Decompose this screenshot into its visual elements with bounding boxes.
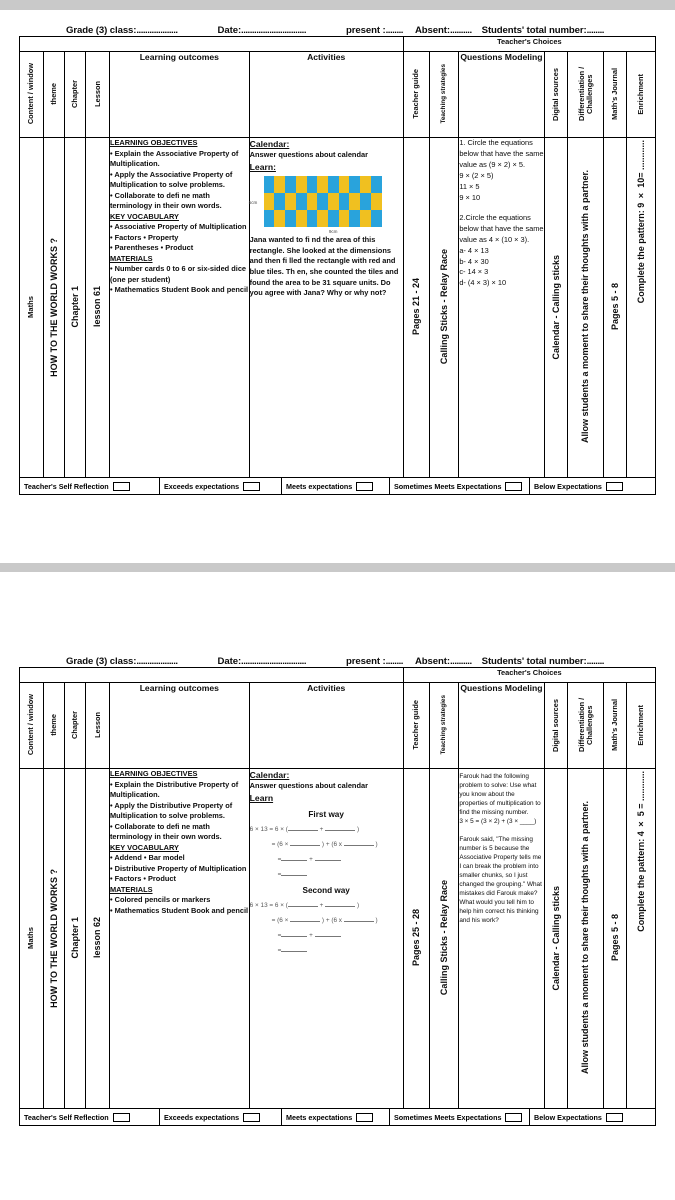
header-lesson: Lesson	[86, 52, 110, 138]
tile-grid	[264, 176, 382, 227]
reflection-title-cell	[20, 1109, 160, 1125]
reflection-checkbox[interactable]	[356, 1113, 373, 1122]
objective-item: • Explain the Distributive Property of Multiplication.	[109, 779, 239, 800]
header-questions-modeling: Questions Modeling	[459, 52, 544, 138]
cell-questions-modeling	[459, 138, 544, 478]
tile	[349, 193, 360, 210]
calendar-text: Answer questions about calendar	[249, 781, 368, 791]
tile	[285, 193, 296, 210]
cell-questions-modeling	[459, 769, 544, 1109]
tile	[296, 210, 307, 227]
header-enrichment: Enrichment	[627, 52, 656, 138]
cell-enrichment: Complete the pattern: 9 × 10= ............	[627, 138, 656, 478]
reflection-checkbox[interactable]	[505, 1113, 522, 1122]
reflection-title: Teacher's Self Reflection	[24, 481, 109, 491]
materials-item: • Mathematics Student Book and pencil	[109, 905, 249, 915]
reflection-option-cell[interactable]	[530, 1109, 655, 1125]
present-label: present :	[346, 25, 386, 36]
header-activities: Activities	[249, 52, 403, 138]
tile	[339, 193, 350, 210]
tile	[371, 193, 382, 210]
cell-lesson: lesson 61	[86, 138, 110, 478]
objective-item: • Apply the Associative Property of Multiplication to solve problems.	[109, 169, 233, 190]
header-differentiation: Differentiation / Challenges	[568, 683, 604, 769]
header-theme: theme	[43, 52, 64, 138]
grade-dots[interactable]: ...................	[136, 25, 178, 36]
tile	[339, 210, 350, 227]
question-followup: Farouk said, "The missing number is 5 because the Associative Property tells me I can break the problem into smaller chunks, so I just changed the grouping." What mistakes did Farouk make? What would you tell him to help him correct his thinking and his work?	[459, 835, 542, 924]
header-teaching-strategies: Teaching strategies	[429, 52, 459, 138]
total-students-label: Students' total number:	[481, 25, 587, 36]
objective-item: • Apply the Distributive Property of Multiplication to solve problems.	[109, 800, 233, 821]
question-intro: Farouk had the following problem to solve: Use what you know about the properties of multiplication to find the missing number.	[459, 773, 541, 816]
materials-title: MATERIALS	[109, 884, 153, 894]
question-2-option: b- 4 × 30	[459, 256, 489, 266]
tile	[264, 193, 275, 210]
header-teaching-strategies: Teaching strategies	[429, 683, 459, 769]
header-spacer	[20, 37, 404, 52]
learn-title: Learn:	[249, 161, 276, 172]
reflection-option-cell[interactable]	[390, 1109, 530, 1125]
first-way-title: First way	[308, 809, 344, 819]
tile	[328, 210, 339, 227]
equation-line: = (6 × ) + (6 x )	[271, 916, 378, 924]
page-band-middle	[0, 563, 675, 572]
figure-bottom-dimension: 9cm	[328, 228, 338, 234]
cell-chapter: Chapter 1	[64, 769, 85, 1109]
question-2-option: a- 4 × 13	[459, 245, 489, 255]
header-maths-journal: Math's Journal	[603, 683, 627, 769]
question-1-option: 11 × 5	[459, 181, 480, 191]
absent-label: Absent:	[414, 25, 450, 36]
vocabulary-item: • Associative Property of Multiplication	[109, 222, 247, 232]
vocabulary-item: • Factors • Property	[109, 232, 179, 242]
grade-label: Grade (3) class:	[66, 25, 137, 36]
reflection-option-cell[interactable]	[530, 478, 655, 494]
cell-enrichment: Complete the pattern: 4 × 5 = ............	[627, 769, 656, 1109]
reflection-checkbox[interactable]	[505, 482, 522, 491]
reflection-title-cell	[20, 478, 160, 494]
present-dots[interactable]: ........	[385, 25, 403, 36]
cell-differentiation: Allow students a moment to share their thoughts with a partner.	[568, 138, 604, 478]
tile	[349, 176, 360, 193]
reflection-option-cell[interactable]	[160, 478, 282, 494]
header-digital-sources: Digital sources	[544, 683, 568, 769]
date-dots[interactable]: ..............................	[241, 656, 307, 667]
table-header-group-row	[20, 37, 656, 52]
activity-problem-text: Jana wanted to fi nd the area of this rectangle. She looked at the dimensions and then fi lled the rectangle with red and blue tiles. Th en, she counted the tiles and found the area to be 31 square units. Do you agree with Jana? Why or why not?	[249, 235, 399, 298]
figure-left-dimension: 5cm	[248, 199, 258, 205]
present-label: present :	[346, 656, 386, 667]
cell-content-window: Maths	[20, 138, 44, 478]
header-spacer	[20, 668, 404, 683]
objective-item: • Collaborate to defi ne math terminology in their own words.	[109, 190, 222, 211]
cell-teacher-guide: Pages 25 - 28	[403, 769, 429, 1109]
equation-line: = (6 × ) + (6 x )	[271, 840, 378, 848]
vocabulary-title: KEY VOCABULARY	[109, 211, 179, 221]
table-row	[20, 769, 656, 1109]
header-chapter: Chapter	[64, 52, 85, 138]
table-header-row	[20, 683, 656, 769]
total-students-dots[interactable]: ........	[586, 656, 604, 667]
reflection-option-cell[interactable]	[390, 478, 530, 494]
reflection-checkbox[interactable]	[113, 482, 130, 491]
self-reflection-row-1	[19, 478, 656, 495]
vocabulary-item: • Parentheses • Product	[109, 243, 194, 253]
tile	[285, 176, 296, 193]
header-teacher-guide: Teacher guide	[403, 683, 429, 769]
tile	[328, 193, 339, 210]
tile	[317, 210, 328, 227]
present-dots[interactable]: ........	[385, 656, 403, 667]
tile	[264, 210, 275, 227]
vocabulary-item: • Addend • Bar model	[109, 853, 185, 863]
lesson-plan-sheet-1	[0, 14, 675, 495]
info-line-2	[0, 645, 675, 667]
tile	[307, 210, 318, 227]
reflection-option-label: Meets expectations	[286, 1112, 353, 1122]
reflection-title: Teacher's Self Reflection	[24, 1112, 109, 1122]
equation-line: =	[250, 946, 403, 955]
equation-line: =	[250, 870, 403, 879]
cell-maths-journal: Pages 5 - 8	[603, 769, 627, 1109]
lesson-plan-table-2	[19, 667, 656, 1109]
absent-dots[interactable]: ..........	[449, 656, 472, 667]
first-way-equations	[250, 825, 403, 879]
reflection-checkbox[interactable]	[243, 482, 260, 491]
materials-title: MATERIALS	[109, 253, 153, 263]
reflection-checkbox[interactable]	[356, 482, 373, 491]
tile	[274, 176, 285, 193]
lesson-plan-table-1	[19, 36, 656, 478]
header-learning-outcomes: Learning outcomes	[109, 683, 249, 769]
header-chapter: Chapter	[64, 683, 85, 769]
teachers-choices-header: Teacher's Choices	[403, 668, 655, 683]
tile-rectangle-figure	[250, 176, 403, 227]
second-way-equations	[250, 901, 403, 955]
cell-teaching-strategies: Calling Sticks - Relay Race	[429, 769, 459, 1109]
cell-activities	[249, 138, 403, 478]
reflection-option-label: Sometimes Meets Expectations	[394, 1112, 502, 1122]
question-1-text: 1. Circle the equations below that have the same value as (9 × 2) × 5.	[459, 138, 544, 169]
equation-line: = +	[250, 855, 403, 864]
calendar-title: Calendar:	[249, 770, 290, 780]
materials-item: • Number cards 0 to 6 or six-sided dice (one per student)	[109, 264, 247, 284]
header-content-window: Content / window	[20, 683, 44, 769]
cell-digital-sources: Calendar - Calling sticks	[544, 769, 568, 1109]
tile	[285, 210, 296, 227]
tile	[371, 210, 382, 227]
page-band-top	[0, 0, 675, 10]
date-label: Date:	[217, 656, 242, 667]
table-header-row	[20, 52, 656, 138]
second-way-title: Second way	[302, 885, 350, 895]
reflection-checkbox[interactable]	[113, 1113, 130, 1122]
grade-dots[interactable]: ...................	[136, 656, 178, 667]
tile	[339, 176, 350, 193]
date-label: Date:	[217, 25, 242, 36]
tile	[317, 193, 328, 210]
header-learning-outcomes: Learning outcomes	[109, 52, 249, 138]
question-1-option: 9 × (2 × 5)	[459, 170, 494, 180]
reflection-option-label: Exceeds expectations	[164, 1112, 240, 1122]
cell-theme: HOW TO THE WORLD WORKS ?	[43, 138, 64, 478]
tile	[307, 176, 318, 193]
table-row	[20, 138, 656, 478]
tile	[307, 193, 318, 210]
calendar-title: Calendar:	[249, 139, 290, 149]
calendar-text: Answer questions about calendar	[249, 150, 368, 160]
cell-chapter: Chapter 1	[64, 138, 85, 478]
question-1-option: 9 × 10	[459, 192, 481, 202]
cell-theme: HOW TO THE WORLD WORKS ?	[43, 769, 64, 1109]
objectives-title: LEARNING OBJECTIVES	[109, 769, 198, 778]
tile	[328, 176, 339, 193]
grade-label: Grade (3) class:	[66, 656, 137, 667]
cell-teacher-guide: Pages 21 - 24	[403, 138, 429, 478]
header-differentiation: Differentiation / Challenges	[568, 52, 604, 138]
header-content-window: Content / window	[20, 52, 44, 138]
reflection-option-cell[interactable]	[160, 1109, 282, 1125]
tile	[274, 193, 285, 210]
reflection-option-label: Below Expectations	[534, 1112, 602, 1122]
date-dots[interactable]: ..............................	[241, 25, 307, 36]
table-header-group-row	[20, 668, 656, 683]
materials-item: • Colored pencils or markers	[109, 895, 211, 905]
header-digital-sources: Digital sources	[544, 52, 568, 138]
learn-title: Learn	[249, 792, 274, 803]
tile	[264, 176, 275, 193]
tile	[360, 210, 371, 227]
total-students-label: Students' total number:	[481, 656, 587, 667]
objective-item: • Collaborate to defi ne math terminology in their own words.	[109, 821, 222, 842]
absent-dots[interactable]: ..........	[449, 25, 472, 36]
cell-activities	[249, 769, 403, 1109]
vocabulary-title: KEY VOCABULARY	[109, 842, 179, 852]
cell-digital-sources: Calendar - Calling sticks	[544, 138, 568, 478]
reflection-checkbox[interactable]	[606, 482, 623, 491]
reflection-checkbox[interactable]	[606, 1113, 623, 1122]
tile	[317, 176, 328, 193]
absent-label: Absent:	[414, 656, 450, 667]
reflection-option-cell[interactable]	[282, 478, 390, 494]
cell-learning-outcomes	[109, 769, 249, 1109]
total-students-dots[interactable]: ........	[586, 25, 604, 36]
cell-content-window: Maths	[20, 769, 44, 1109]
equation-line: 6 × 13 = 6 × ( + )	[249, 825, 360, 833]
materials-item: • Mathematics Student Book and pencil	[109, 285, 249, 295]
question-2-option: d- (4 × 3) × 10	[459, 278, 507, 288]
vocabulary-item: • Factors • Product	[109, 874, 176, 884]
tile	[349, 210, 360, 227]
header-lesson: Lesson	[86, 683, 110, 769]
header-questions-modeling: Questions Modeling	[459, 683, 544, 769]
header-enrichment: Enrichment	[627, 683, 656, 769]
objective-item: • Explain the Associative Property of Multiplication.	[109, 148, 239, 169]
tile	[360, 193, 371, 210]
tile	[371, 176, 382, 193]
tile	[296, 193, 307, 210]
header-theme: theme	[43, 683, 64, 769]
info-line-1	[0, 14, 675, 36]
cell-teaching-strategies: Calling Sticks - Relay Race	[429, 138, 459, 478]
tile	[274, 210, 285, 227]
tile	[296, 176, 307, 193]
teachers-choices-header: Teacher's Choices	[403, 37, 655, 52]
objectives-title: LEARNING OBJECTIVES	[109, 138, 198, 147]
reflection-option-label: Below Expectations	[534, 481, 602, 491]
header-maths-journal: Math's Journal	[603, 52, 627, 138]
equation-line: = +	[250, 931, 403, 940]
question-equation: 3 × 5 = (3 × 2) + (3 × ____)	[459, 817, 537, 825]
equation-line: 6 × 13 = 6 × ( + )	[249, 901, 360, 909]
tile	[360, 176, 371, 193]
question-2-option: c- 14 × 3	[459, 267, 489, 277]
lesson-plan-sheet-2	[0, 645, 675, 1126]
cell-maths-journal: Pages 5 - 8	[603, 138, 627, 478]
reflection-option-cell[interactable]	[282, 1109, 390, 1125]
cell-differentiation: Allow students a moment to share their thoughts with a partner.	[568, 769, 604, 1109]
reflection-option-label: Sometimes Meets Expectations	[394, 481, 502, 491]
cell-lesson: lesson 62	[86, 769, 110, 1109]
cell-learning-outcomes	[109, 138, 249, 478]
reflection-checkbox[interactable]	[243, 1113, 260, 1122]
header-teacher-guide: Teacher guide	[403, 52, 429, 138]
question-2-text: 2.Circle the equations below that have the same value as 4 × (10 × 3).	[459, 212, 544, 244]
reflection-option-label: Meets expectations	[286, 481, 353, 491]
self-reflection-row-2	[19, 1109, 656, 1126]
reflection-option-label: Exceeds expectations	[164, 481, 240, 491]
vocabulary-item: • Distributive Property of Multiplication	[109, 863, 247, 873]
header-activities: Activities	[249, 683, 403, 769]
